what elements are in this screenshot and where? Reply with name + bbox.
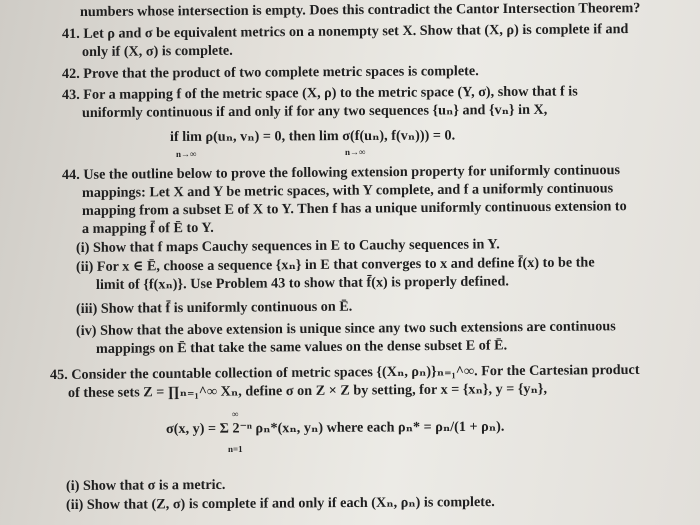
text-line-l18: mappings on Ē that take the same values on the dense subset E of Ē. [95,337,508,357]
text-line-l08: n→∞ [344,146,366,157]
text-line-l19: 45. Consider the countable collection of metric spaces {(Xₙ, ρₙ)}ₙ₌₁^∞. For the Cartesian product [49,361,640,383]
text-line-l17: (iv) Show that the above extension is unique since any two such extensions are continuous [75,318,616,339]
text-line-l09: 44. Use the outline below to prove the following extension property for uniformly continuous [61,162,621,183]
text-line-l23: n=1 [227,443,243,454]
text-line-l11: mapping from a subset E of X to Y. Then f has a unique uniformly continuous extension to [81,198,627,219]
text-line-l20: of these sets Z = ∏ₙ₌₁^∞ Xₙ, define σ on Z × Z by setting, for x = {xₙ}, y = {yₙ}, [67,380,548,401]
text-line-l06: if lim ρ(uₙ, vₙ) = 0, then lim σ(f(uₙ), f(vₙ))) = 0. [169,127,456,145]
text-line-l07: n→∞ [175,148,197,159]
text-line-l24: (i) Show that σ is a metric. [65,476,226,494]
text-line-l04: 43. For a mapping f of the metric space (X, ρ) to the metric space (Y, σ), show that f is [61,83,578,103]
text-line-l00: numbers whose intersection is empty. Does this contradict the Cantor Intersection Theorem? [79,0,641,20]
text-line-l21: ∞ [231,408,239,419]
text-line-l15: limit of {f(xₙ)}. Use Problem 43 to show that f̄(x) is properly defined. [95,273,509,293]
text-line-l10: mappings: Let X and Y be metric spaces, with Y complete, and f a uniformly continuous [81,180,614,201]
text-line-l05: uniformly continuous if and only if for any two sequences {uₙ} and {vₙ} in X, [81,101,548,121]
text-line-l13: (i) Show that f maps Cauchy sequences in E to Cauchy sequences in Y. [75,236,500,256]
text-line-l03: 42. Prove that the product of two complete metric spaces is complete. [61,63,479,82]
text-line-l22: σ(x, y) = Σ 2⁻ⁿ ρₙ*(xₙ, yₙ) where each ρₙ* = ρₙ/(1 + ρₙ). [165,418,505,437]
text-line-l01: 41. Let ρ and σ be equivalent metrics on a nonempty set X. Show that (X, ρ) is complete if and [61,21,629,42]
text-line-l16: (iii) Show that f̄ is uniformly continuous on Ē. [75,298,353,317]
text-line-l12: a mapping f̄ of Ē to Y. [81,219,214,237]
text-line-l02: only if (X, σ) is complete. [81,42,233,60]
text-line-l14: (ii) For x ∈ Ē, choose a sequence {xₙ} in E that converges to x and define f̄(x) to be the [75,254,595,275]
text-line-l25: (ii) Show that (Z, σ) is complete if and only if each (Xₙ, ρₙ) is complete. [65,494,495,513]
